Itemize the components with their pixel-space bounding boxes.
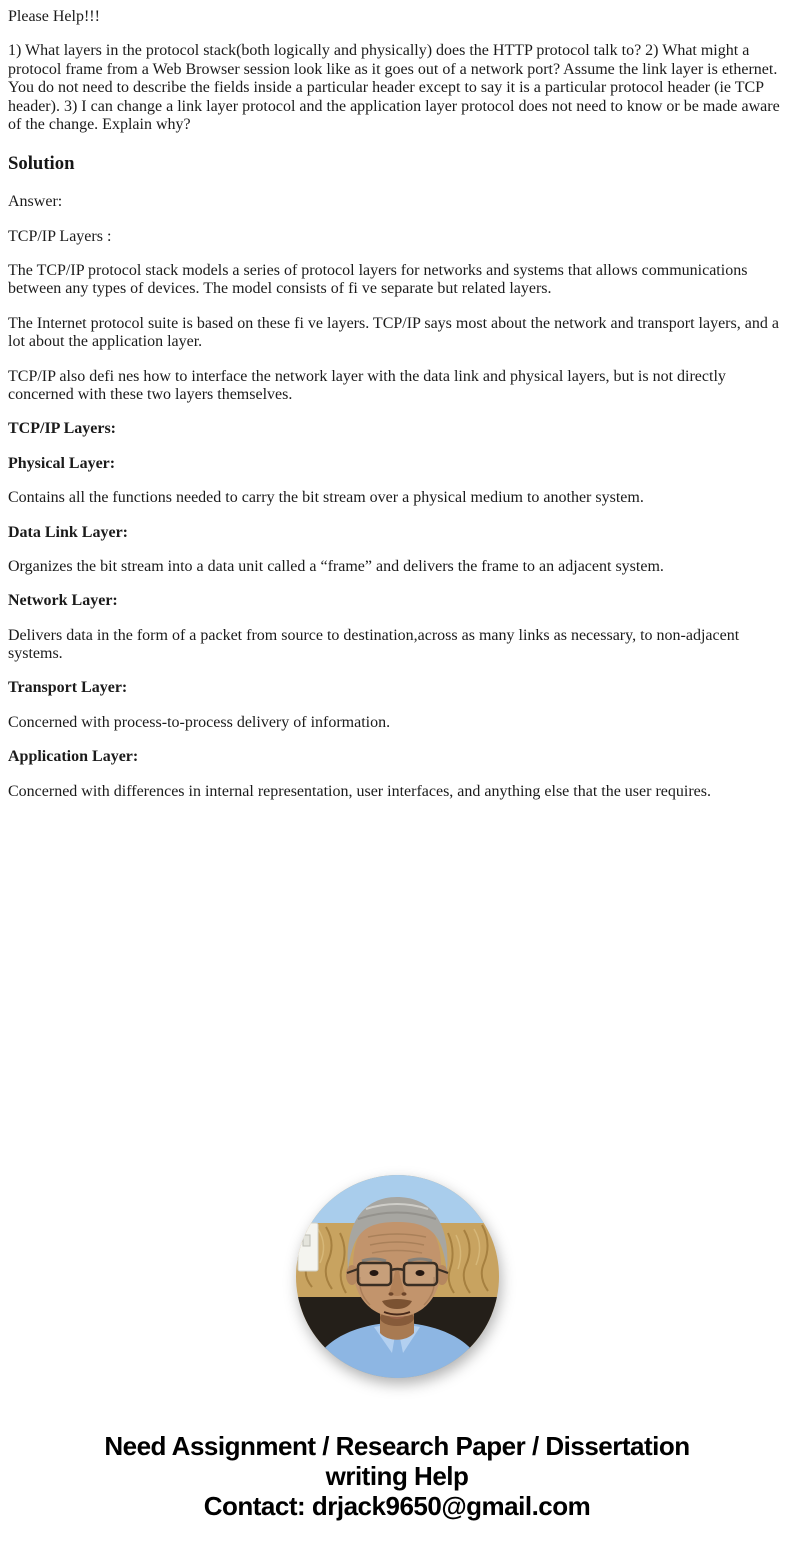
- question-intro: Please Help!!!: [8, 8, 100, 25]
- paragraph-internet-suite: The Internet protocol suite is based on these fi ve layers. TCP/IP says most about the network and transport layers, and a lot about the application layer.: [8, 314, 779, 351]
- footer-line-1: Need Assignment / Research Paper / Dissertation: [104, 1431, 690, 1462]
- tutor-photo: [296, 1175, 499, 1378]
- layer-title-network: Network Layer:: [8, 592, 118, 610]
- tcpip-layers-heading: TCP/IP Layers:: [8, 420, 116, 438]
- footer-line-3: Contact: drjack9650@gmail.com: [203, 1491, 591, 1522]
- layer-desc-datalink: Organizes the bit stream into a data unit called a “frame” and delivers the frame to an adjacent system.: [8, 557, 664, 575]
- paragraph-interface: TCP/IP also defi nes how to interface the network layer with the data link and physical layers, but is not directly concerned with these two layers themselves.: [8, 367, 726, 403]
- tcpip-layers-intro: TCP/IP Layers :: [8, 227, 112, 245]
- layer-desc-network: Delivers data in the form of a packet from source to destination,across as many links as necessary, to non-adjacent systems.: [8, 626, 740, 663]
- layer-title-physical: Physical Layer:: [8, 454, 116, 472]
- answer-label: Answer:: [8, 193, 63, 211]
- layer-title-application: Application Layer:: [8, 748, 139, 766]
- portrait-section: [0, 1175, 794, 1383]
- question-text: 1) What layers in the protocol stack(both logically and physically) does the HTTP protocol talk to? 2) What might a protocol frame from a Web Browser session look like as it goes out of a network port? Assume the link layer is ethernet. You do not need to describe the fields inside a particular header except to say it is a particular protocol header (ie TCP header). 3) I can change a link layer protocol and the application layer protocol does not need to know or be made aware of the change. Explain why?: [8, 42, 780, 133]
- paragraph-tcpip-model: The TCP/IP protocol stack models a series of protocol layers for networks and systems that allows communications between any types of devices. The model consists of fi ve separate but related layers.: [8, 262, 748, 298]
- layer-title-datalink: Data Link Layer:: [8, 523, 128, 541]
- footer-banner: [0, 1431, 794, 1521]
- layer-desc-physical: Contains all the functions needed to carry the bit stream over a physical medium to another system.: [8, 489, 644, 507]
- layer-desc-application: Concerned with differences in internal representation, user interfaces, and anything else that the user requires.: [8, 782, 711, 800]
- layer-desc-transport: Concerned with process-to-process delivery of information.: [8, 713, 391, 731]
- footer-line-2: writing Help: [325, 1461, 469, 1492]
- portrait-illustration: [296, 1175, 499, 1378]
- solution-heading: Solution: [8, 153, 75, 175]
- layer-title-transport: Transport Layer:: [8, 679, 128, 697]
